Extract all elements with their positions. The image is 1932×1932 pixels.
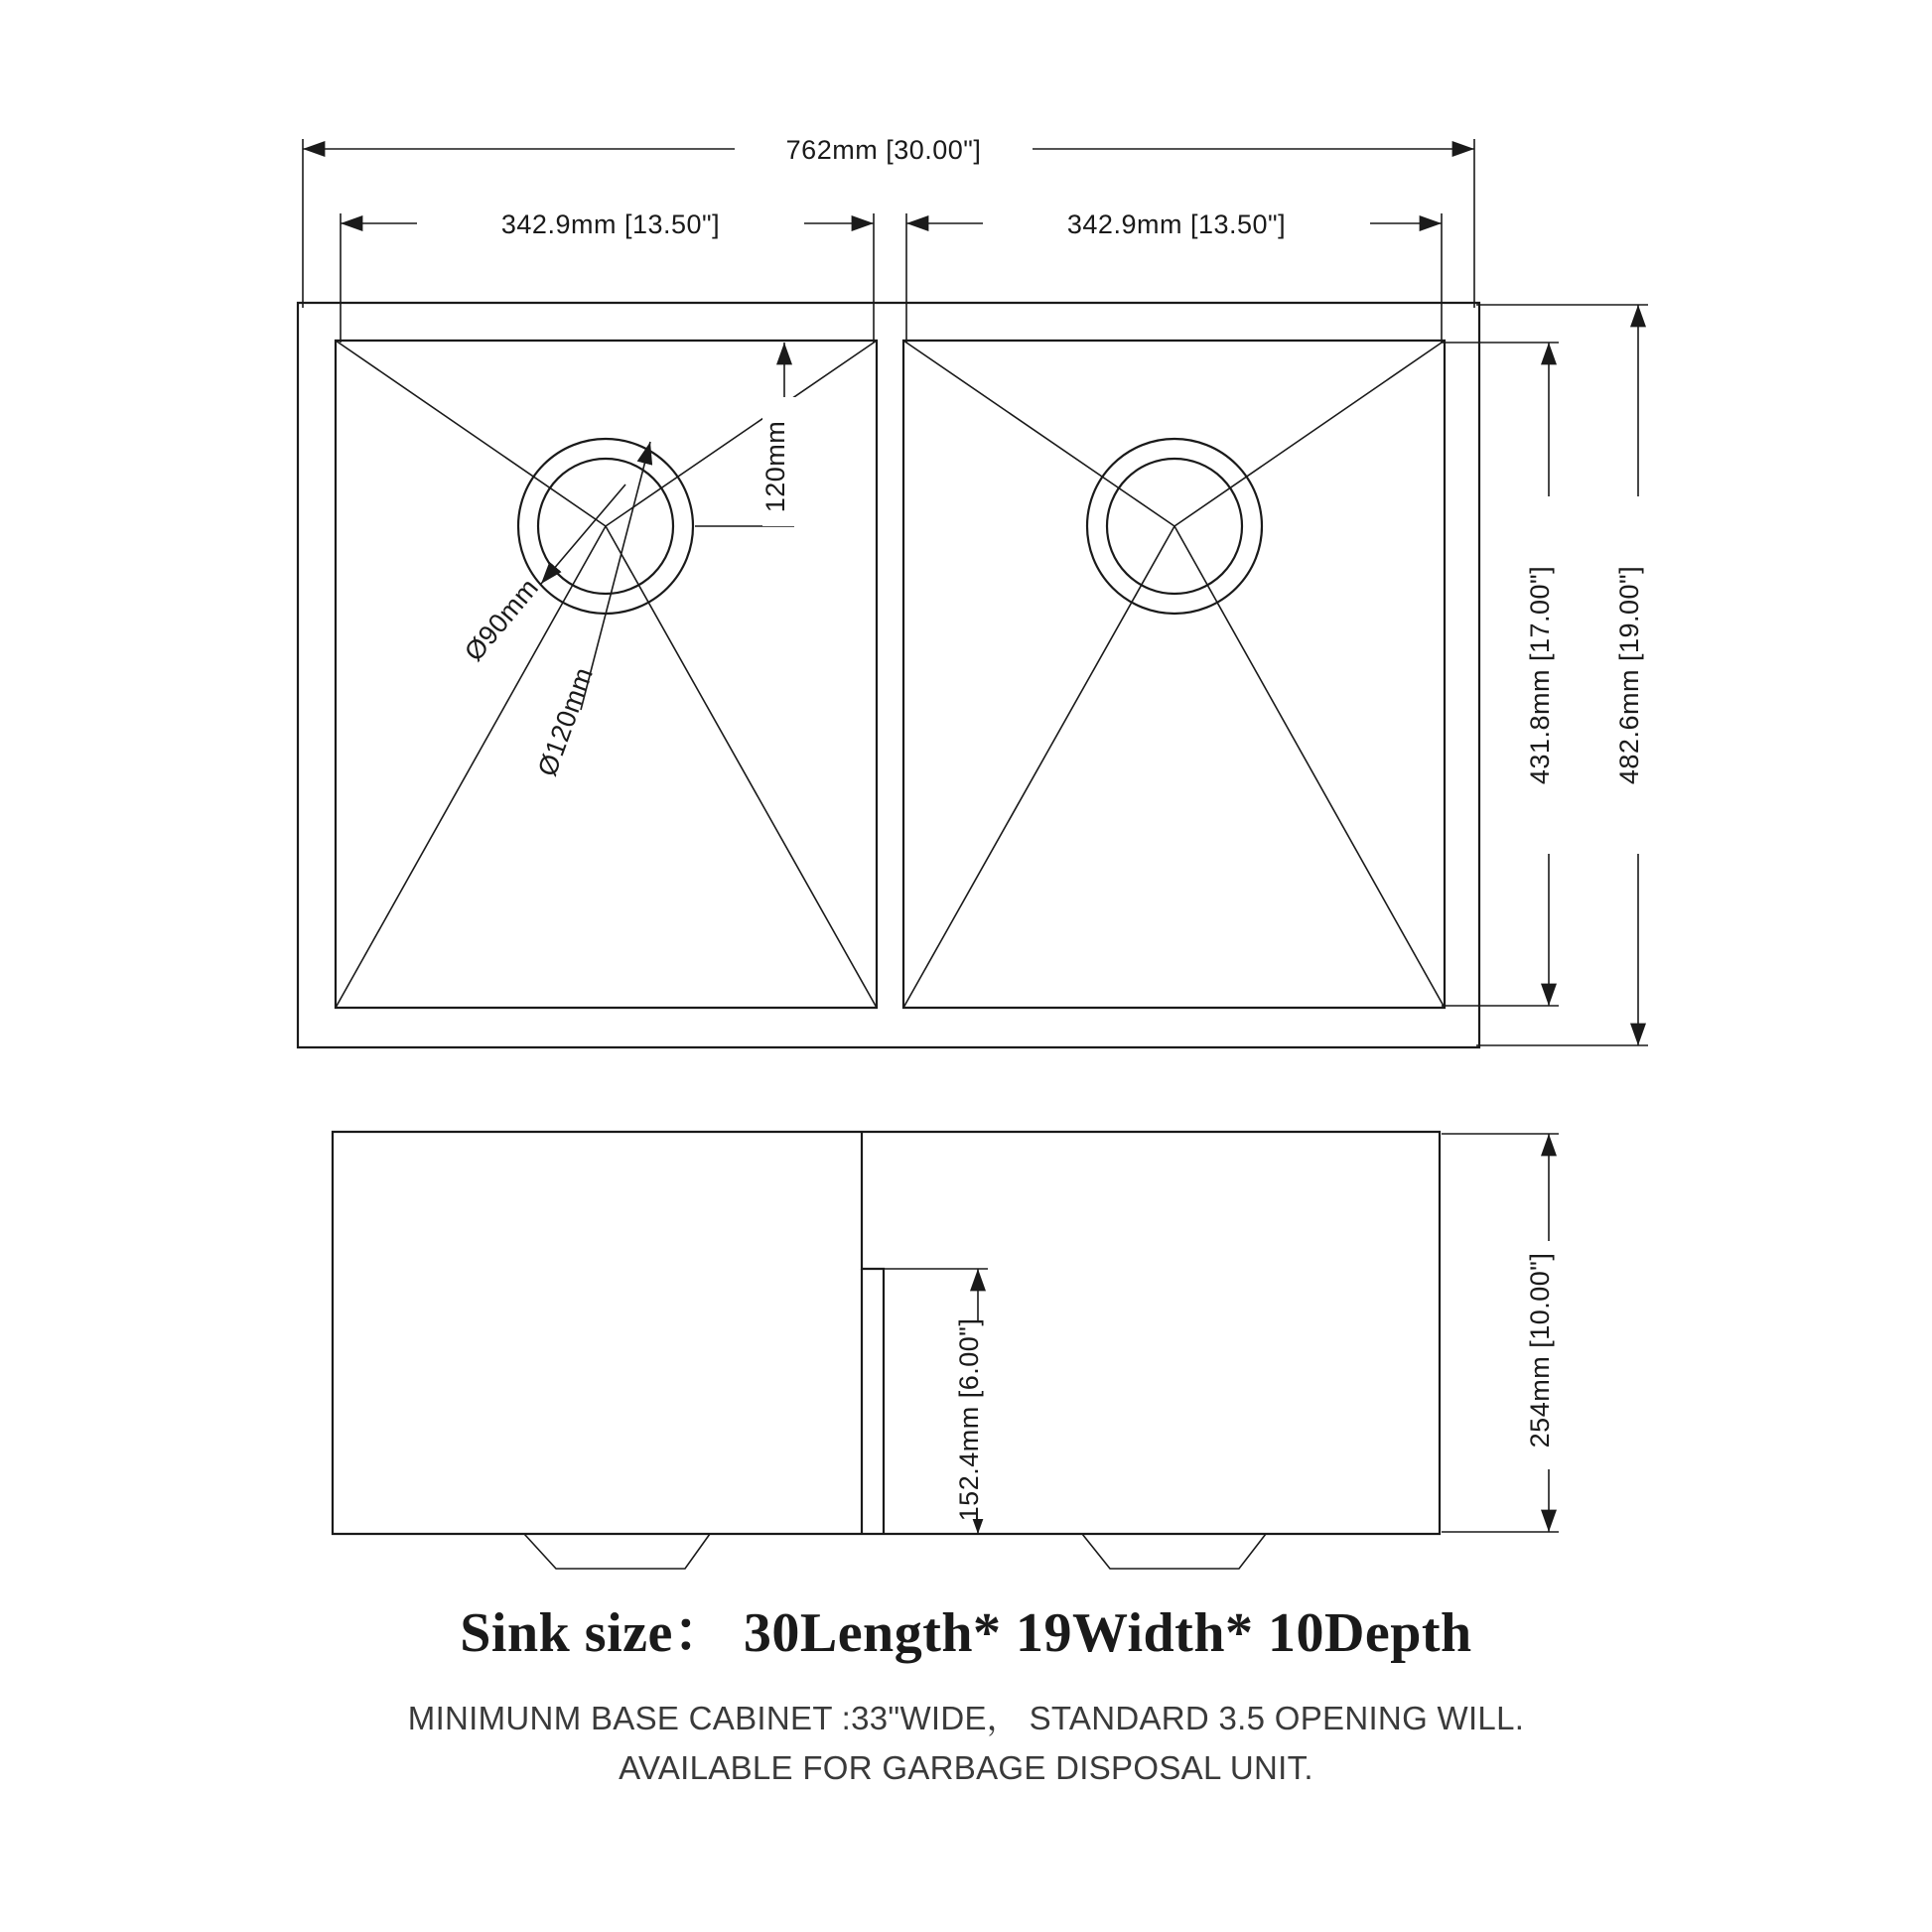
front-view-geometry bbox=[333, 1132, 1440, 1569]
dim-divider-height bbox=[874, 1269, 1002, 1534]
dim-overall-height-label: 482.6mm [19.00"] bbox=[1614, 565, 1644, 785]
cabinet-note-line-1: MINIMUNM BASE CABINET :33"WIDE， STANDARD 3.5 OPENING WILL. bbox=[407, 1700, 1525, 1736]
dim-inner-height-label: 431.8mm [17.00"] bbox=[1525, 565, 1555, 785]
top-view-geometry bbox=[298, 303, 1479, 1047]
dim-bowl-depth-label: 254mm [10.00"] bbox=[1525, 1252, 1555, 1449]
dim-drain-outer-dia-label: Ø120mm bbox=[531, 663, 600, 780]
dim-overall-width-label: 762mm [30.00"] bbox=[785, 135, 982, 165]
dim-divider-height-label: 152.4mm [6.00"] bbox=[954, 1317, 984, 1522]
dim-drain-inner-dia-label: Ø90mm bbox=[458, 572, 545, 667]
dim-drain-outer-dia bbox=[532, 442, 650, 780]
caption-block bbox=[0, 1588, 1932, 1792]
dim-left-bowl-width bbox=[341, 202, 874, 343]
dim-bowl-depth bbox=[1442, 1134, 1573, 1532]
sink-size-title: Sink size： 30Length* 19Width* 10Depth bbox=[460, 1602, 1472, 1664]
dim-left-bowl-width-label: 342.9mm [13.50"] bbox=[500, 209, 721, 239]
dim-right-bowl-width bbox=[906, 202, 1442, 343]
dim-drain-offset-label: 120mm bbox=[760, 420, 790, 513]
dim-drain-offset bbox=[695, 343, 806, 526]
dim-right-bowl-width-label: 342.9mm [13.50"] bbox=[1066, 209, 1287, 239]
cabinet-note-line-2: AVAILABLE FOR GARBAGE DISPOSAL UNIT. bbox=[619, 1748, 1313, 1786]
dim-inner-height bbox=[1442, 343, 1573, 1006]
